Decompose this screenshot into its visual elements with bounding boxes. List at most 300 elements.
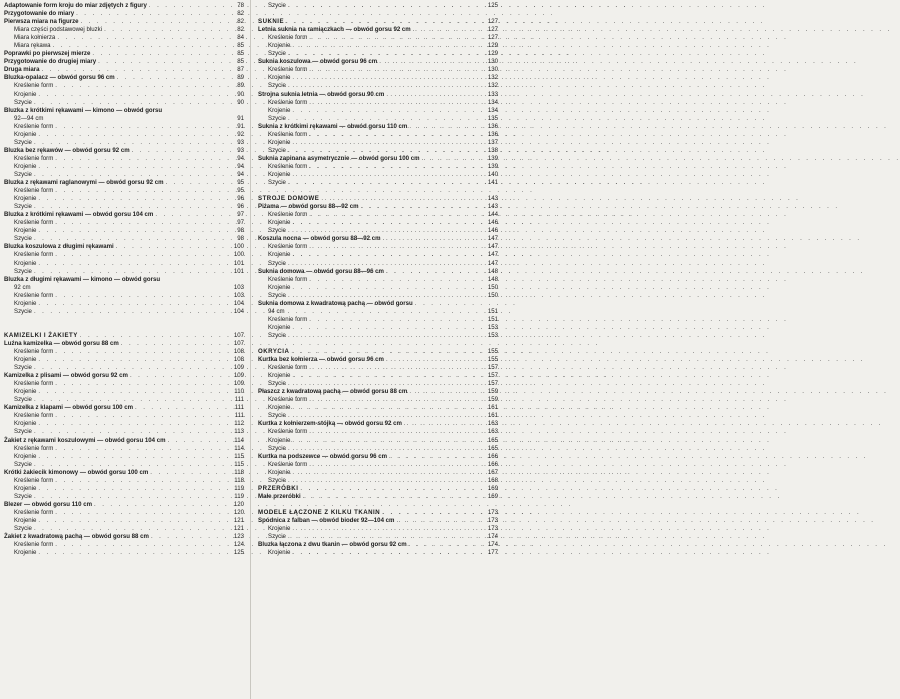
toc-subentry [4,356,244,364]
toc-page-number: 118 [234,476,244,484]
dot-leader [309,461,480,469]
toc-page-number: 124 [233,541,244,549]
toc-entry-title: Kreślenie form [268,34,308,42]
toc-subentry [4,82,244,90]
toc-page-number: 139 [487,154,498,162]
toc-page-number: 133 [487,90,498,98]
toc-entry-title: Spódnica z falban — obwód bioder 92—104 cm [258,517,395,524]
toc-entry-title: Krojenie [268,170,291,178]
toc-subentry [258,82,498,90]
toc-entry-title: Krojenie [268,468,291,476]
dot-leader [389,453,480,461]
toc-entry-title: 92—94 cm [14,114,44,122]
toc-entry-title: Bluzka-opalacz — obwód gorsu 96 cm [4,74,115,82]
toc-entry-title: Kreślenie form [14,251,54,259]
dot-leader [288,147,480,155]
toc-entry-title: Szycie [268,227,286,235]
toc-entry-title: Krojenie [268,283,291,291]
dot-leader [288,115,480,123]
toc-subentry [258,211,498,219]
dot-leader [55,292,226,300]
toc-page-number: 95 [237,179,244,187]
toc-entry-title: Luźna kamizelka — obwód gorsu 88 cm [4,339,119,347]
toc-entry-title: Suknia z krótkimi rękawami — obwód gorsu 110 cm [258,122,408,130]
dot-leader [309,99,480,107]
dot-leader [291,348,480,356]
dot-leader [55,82,226,90]
toc-subentry [258,428,498,436]
toc-subentry [258,219,498,227]
toc-entry [258,26,498,34]
toc-subentry [258,445,498,453]
dot-leader [379,58,480,66]
toc-entry-title: Bluzka bez rękawów — obwód gorsu 92 cm [4,146,130,154]
dot-leader [34,364,226,372]
toc-entry [4,58,244,66]
toc-entry [258,356,498,364]
toc-entry-title: Blezer — obwód gorsu 110 cm [4,500,93,508]
dot-leader [300,485,480,493]
dot-leader [55,155,226,163]
toc-subentry [258,332,498,340]
toc-page-number: 94 [237,162,244,170]
toc-entry [258,155,498,163]
toc-entry-title: Bluzka z krótkimi rękawami — kimono — obwód gorsu [4,106,163,114]
toc-page-number: 127 [487,18,498,26]
dot-leader [104,26,226,34]
toc-entry-title: Kreślenie form [14,219,54,227]
dot-leader [92,50,226,58]
dot-leader [55,477,226,485]
dot-leader [81,18,226,26]
toc-spacer [4,316,244,324]
toc-entry-title: Kreślenie form [14,541,54,549]
toc-subentry [4,300,244,308]
toc-subentry [4,91,244,99]
toc-page-number: 132 [487,82,498,90]
toc-page-number: 147 [487,251,498,259]
toc-page-number: 103 [233,291,244,299]
toc-subentry [258,477,498,485]
toc-entry-title: Szycie [268,533,286,541]
toc-page-number: 110 [234,388,244,396]
toc-page-number: 120 [233,508,244,516]
toc-subentry [258,179,498,187]
dot-leader [288,445,480,453]
toc-page-number: 112 [234,420,244,428]
dot-leader [382,509,480,517]
toc-subentry [4,485,244,493]
toc-entry [4,372,244,380]
toc-subentry [258,461,498,469]
toc-entry-title: Suknia domowa z kwadratową pachą — obwód gorsu [258,299,413,307]
toc-entry-title: Kreślenie form [268,364,308,372]
toc-entry-title: Szycie [268,291,286,299]
dot-leader [413,26,480,34]
toc-entry-title: Bluzka z długimi rękawami — kimono — obwód gorsu [4,275,161,283]
toc-section-heading [258,509,498,517]
toc-entry-title: Szycie [14,98,32,106]
toc-subentry [258,412,498,420]
dot-leader [288,477,480,485]
toc-entry-title: Miara kołnierza [14,34,56,42]
toc-subentry [4,195,244,203]
toc-page-number: 163 [487,420,498,428]
dot-leader [53,42,226,50]
toc-entry-title: Krojenie [14,388,37,396]
toc-subentry [258,50,498,58]
dot-leader [292,139,480,147]
toc-entry-title: Suknia koszulowa — obwód gorsu 96 cm [258,58,378,66]
toc-subentry [4,453,244,461]
dot-leader [288,179,480,187]
toc-entry-title: Krojenie [14,299,37,307]
dot-leader [292,324,480,332]
toc-entry-title: Szycie [14,307,32,315]
toc-subentry [258,276,498,284]
toc-subentry [4,260,244,268]
toc-subentry [4,268,244,276]
dot-leader [34,308,226,316]
toc-spacer [258,501,498,509]
toc-page-number: 90 [237,90,244,98]
toc-entry-title: Krojenie [14,130,37,138]
toc-subentry [4,123,244,131]
toc-entry-title: Krojenie [14,90,37,98]
toc-page-number: 85 [237,50,244,58]
toc-entry-title: Szycie [14,235,32,243]
toc-entry-title: Krojenie [14,195,37,203]
toc-page-number: 150 [487,291,498,299]
toc-page-number: 101 [233,267,244,275]
toc-entry-title: Bluzka z krótkimi rękawami — obwód gorsu 104 cm [4,211,154,219]
dot-leader [34,461,226,469]
toc-entry-continuation [4,115,244,123]
toc-page-number: 137 [487,138,498,146]
toc-entry-title: Szycie [14,460,32,468]
toc-subentry [4,412,244,420]
toc-entry-title: MODELE ŁĄCZONE Z KILKU TKANIN [258,508,381,516]
toc-page-number: 94 [237,154,244,162]
dot-leader [396,517,480,525]
dot-leader [55,509,226,517]
toc-page-number: 161 [487,412,498,420]
toc-subentry [258,380,498,388]
dot-leader [38,300,226,308]
toc-subentry [258,292,498,300]
dot-leader [292,42,480,50]
toc-page-number: 91 [237,114,244,122]
dot-leader [55,348,226,356]
dot-leader [292,219,480,227]
toc-entry-title: Szycie [14,203,32,211]
toc-page-number: 129 [487,50,498,58]
toc-entry-title: Szycie [14,138,32,146]
dot-leader [286,18,480,26]
toc-subentry [4,428,244,436]
toc-page-number: 174 [487,533,498,541]
toc-page-number: 114 [234,436,244,444]
dot-leader [38,517,226,525]
toc-spacer [258,10,498,18]
toc-section-heading [4,332,244,340]
toc-entry [258,91,498,99]
toc-page-number: 132 [487,74,498,82]
toc-entry-title: Krojenie [268,323,291,331]
toc-entry-title: OKRYCIA [258,348,290,356]
toc-entry-title: Kreślenie form [14,82,54,90]
toc-subentry [4,131,244,139]
toc-entry-title: Szycie [268,146,286,154]
dot-leader [309,396,480,404]
dot-leader [292,171,480,179]
toc-page-number: 153 [487,331,498,339]
toc-subentry [4,99,244,107]
toc-entry-title: Kurtka na podszewce — obwód gorsu 96 cm [258,452,388,460]
toc-page-number: 121 [233,517,244,524]
toc-subentry [4,420,244,428]
toc-subentry [258,2,498,10]
toc-subentry [258,525,498,533]
toc-entry-title: Szycie [14,364,32,372]
dot-leader [292,469,480,477]
toc-entry-title: Bluzka z rękawami raglanowymi — obwód gorsu 92 cm [4,179,164,187]
toc-page-number: 165 [487,436,498,444]
toc-entry [4,501,244,509]
dot-leader [288,82,480,90]
toc-page-number: 166 [487,452,498,460]
dot-leader [288,332,480,340]
dot-leader [404,420,480,428]
toc-subentry [4,155,244,163]
toc-page-number: 173 [487,525,498,533]
toc-page-number: 141 [487,179,498,187]
toc-entry-title: Kreślenie form [268,98,308,106]
toc-page-number: 130 [487,66,498,74]
toc-page-number: 151 [487,307,498,315]
toc-entry [258,541,498,549]
toc-entry [258,420,498,428]
toc-page-number: 111 [234,412,244,420]
toc-subentry [258,364,498,372]
toc-entry [4,74,244,82]
dot-leader [288,50,480,58]
toc-page-number: 173 [487,517,498,524]
toc-subentry [4,203,244,211]
toc-entry-title: Kreślenie form [14,122,54,130]
toc-entry [4,340,244,348]
dot-leader [150,469,226,477]
toc-entry-title: Szycie [268,476,286,484]
toc-entry-title: Kreślenie form [268,315,308,323]
dot-leader [166,179,227,187]
dot-leader [292,404,480,412]
toc-entry-title: Poprawki po pierwszej mierze [4,50,91,58]
toc-page-number: 125 [487,2,498,9]
toc-entry [258,453,498,461]
toc-page-number: 136 [487,122,498,130]
dot-leader [34,396,226,404]
toc-entry-title: Krojenie [268,436,291,444]
toc-entry-title: Kreślenie form [14,476,54,484]
dot-leader [57,34,226,42]
toc-page-number: 120 [233,500,244,508]
toc-page-number: 82 [237,18,244,26]
toc-entry [258,388,498,396]
toc-page-number: 119 [234,484,244,492]
dot-leader [38,260,226,268]
dot-leader [292,525,480,533]
toc-entry-title: 92 cm [14,283,31,291]
dot-leader [34,99,226,107]
toc-page-number: 150 [487,283,498,291]
toc-page-number: 118 [234,468,244,476]
toc-page-number: 85 [237,58,244,66]
dot-leader [288,533,480,541]
toc-entry-title: Krojenie [268,372,291,380]
toc-subentry [4,517,244,525]
dot-leader [34,139,226,147]
toc-subentry [4,493,244,501]
toc-entry-title: Krojenie [14,420,37,428]
toc-page-number: 138 [487,146,498,154]
toc-subentry [258,115,498,123]
dot-leader [76,10,226,18]
toc-entry [258,493,498,501]
toc-entry-title: Krojenie [268,219,291,227]
dot-leader [149,2,226,10]
dot-leader [42,66,226,74]
toc-page-number: 155 [487,348,498,356]
toc-entry-title: Kreślenie form [14,348,54,356]
toc-page-number: 121 [233,525,244,533]
toc-section-heading [258,348,498,356]
dot-leader [292,284,480,292]
toc-page-number: 165 [487,444,498,452]
toc-entry [258,517,498,525]
toc-page-number: 115 [234,460,244,468]
toc-entry [258,203,498,211]
toc-entry [4,404,244,412]
dot-leader [309,364,480,372]
toc-page-number: 113 [234,428,244,436]
toc-subentry [4,139,244,147]
toc-subentry [4,251,244,259]
toc-entry-title: Krojenie [14,517,37,524]
toc-entry-title: Letnia suknia na ramiączkach — obwód gorsu 92 cm [258,26,411,34]
dot-leader [117,74,226,82]
dot-leader [132,147,226,155]
dot-leader [309,163,480,171]
dot-leader [38,227,226,235]
dot-leader [38,131,226,139]
dot-leader [386,356,480,364]
toc-page-number: 127 [487,34,498,42]
dot-leader [288,2,480,10]
toc-entry-title: Bluzka łączona z dwu tkanin — obwód gorsu 92 cm [258,541,407,549]
toc-entry-title: Kurtka bez kołnierza — obwód gorsu 96 cm [258,356,384,364]
toc-entry-title: Krojenie [14,259,37,267]
toc-subentry [4,445,244,453]
dot-leader [383,235,480,243]
toc-entry-title: Krojenie [14,162,37,170]
toc-entry-title: KAMIZELKI I ŻAKIETY [4,331,78,339]
dot-leader [34,203,226,211]
toc-subentry [4,396,244,404]
toc-entry-title: Małe przeróbki [258,492,301,500]
toc-entry-title: Szycie [14,396,32,404]
toc-subentry [4,541,244,549]
toc-entry-title: Krojenie [268,106,291,114]
dot-leader [409,123,480,131]
toc-page-number: 161 [487,404,498,412]
toc-page-number: 159 [487,396,498,404]
dot-leader [38,388,226,396]
toc-subentry [4,163,244,171]
toc-entry-title: Szycie [268,331,286,339]
toc-subentry [258,227,498,235]
toc-subentry [4,388,244,396]
toc-section-heading [258,195,498,203]
toc-subentry [4,42,244,50]
toc-entry-title: Kamizelka z klapami — obwód gorsu 100 cm [4,404,134,412]
toc-page-number: 96 [237,195,244,203]
dot-leader [94,501,226,509]
dot-leader [55,219,226,227]
dot-leader [309,316,480,324]
toc-page-number: 119 [234,492,244,500]
toc-entry [4,211,244,219]
toc-page-number: 100 [233,251,244,259]
toc-page-number: 93 [237,146,244,154]
dot-leader [288,380,480,388]
toc-column-right [258,2,498,557]
toc-page-number: 153 [487,323,498,331]
toc-entry [4,66,244,74]
dot-leader [116,243,226,251]
toc-page-number: 144 [487,211,498,219]
toc-entry [4,50,244,58]
dot-leader [386,91,480,99]
toc-subentry [258,324,498,332]
toc-entry-title: Szycie [14,492,32,500]
dot-leader [292,107,480,115]
toc-page-number: 90 [237,98,244,106]
toc-subentry [258,74,498,82]
toc-entry-title: Przygotowanie do drugiej miary [4,58,97,66]
toc-page-number: 166 [487,460,498,468]
toc-entry-title: Krojenie [268,138,291,146]
toc-subentry [4,219,244,227]
toc-entry-title: Żakiet z kwadratową pachą — obwód gorsu 88 cm [4,533,149,541]
toc-page-number: 98 [237,235,244,243]
toc-entry [4,10,244,18]
toc-entry-title: Kreślenie form [268,66,308,74]
toc-entry-title: Płaszcz z kwadratową pachą — obwód gorsu 88 cm [258,388,408,396]
dot-leader [303,493,480,501]
toc-entry-title: Krojenie [268,525,291,533]
column-divider [250,0,251,699]
toc-subentry [258,437,498,445]
dot-leader [135,404,226,412]
toc-page-number: 135 [487,114,498,122]
dot-leader [309,34,480,42]
toc-entry-title: Kreślenie form [268,396,308,404]
toc-page-number: 94 [237,170,244,178]
toc-page-number: 98 [237,227,244,235]
toc-page-number: 95 [237,187,244,195]
toc-subentry [4,227,244,235]
